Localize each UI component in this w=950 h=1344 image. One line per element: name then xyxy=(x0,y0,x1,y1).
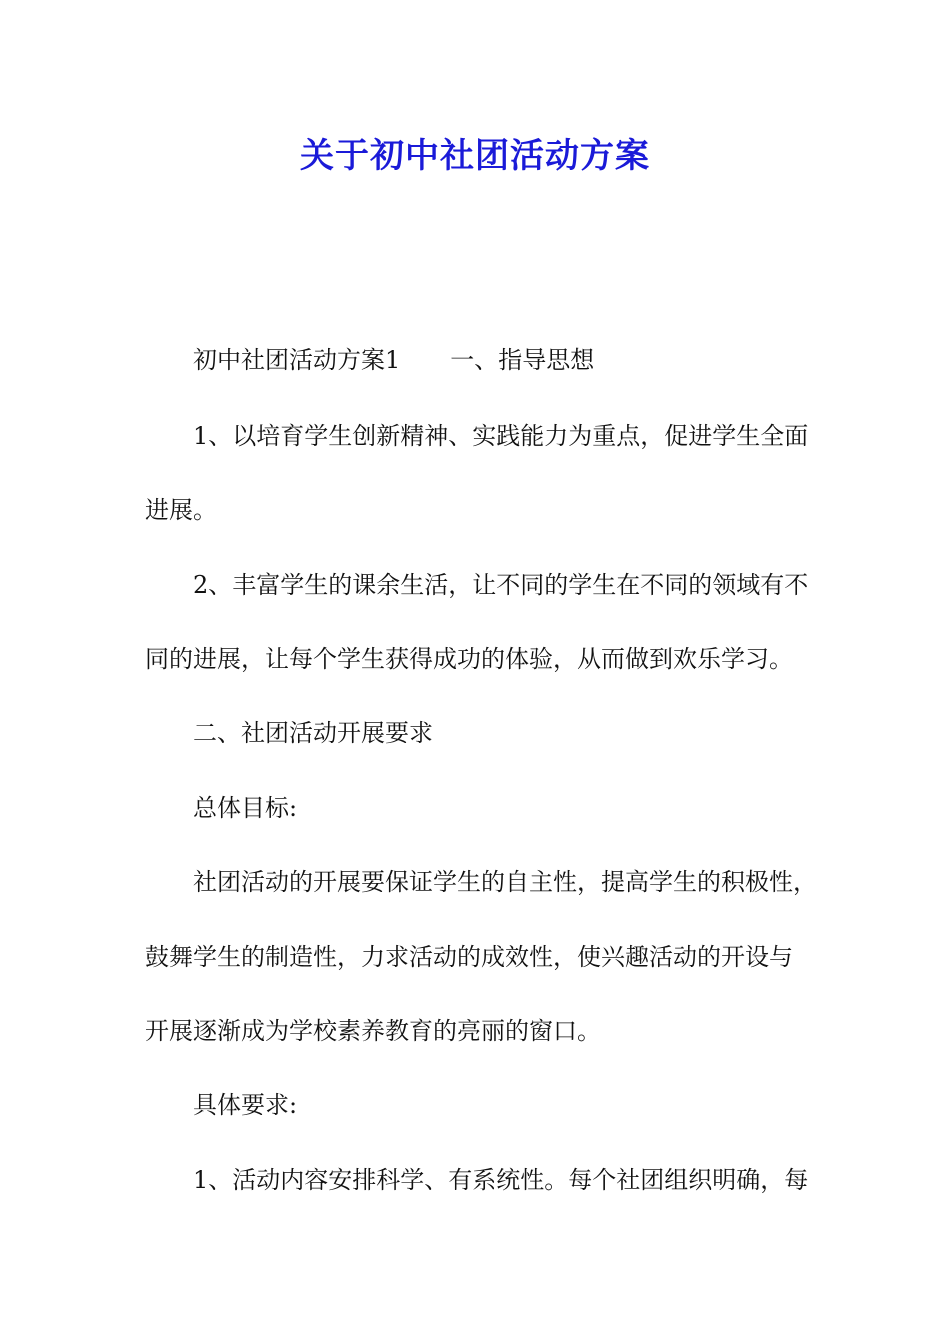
document-title: 关于初中社团活动方案 xyxy=(300,136,650,176)
paragraph-line: 1、活动内容安排科学、有系统性。每个社团组织明确，每 xyxy=(193,1166,809,1194)
paragraph-line: 2、丰富学生的课余生活，让不同的学生在不同的领域有不 xyxy=(193,571,809,599)
paragraph-line xyxy=(193,344,883,376)
subheading: 具体要求: xyxy=(193,1091,298,1119)
paragraph-line: 开展逐渐成为学校素养教育的亮丽的窗口。 xyxy=(145,1017,601,1045)
section-heading: 二、社团活动开展要求 xyxy=(193,719,433,747)
paragraph-line: 同的进展，让每个学生获得成功的体验，从而做到欢乐学习。 xyxy=(145,645,793,673)
paragraph-line: 鼓舞学生的制造性，力求活动的成效性，使兴趣活动的开设与 xyxy=(145,943,793,971)
paragraph-line: 1、以培育学生创新精神、实践能力为重点，促进学生全面 xyxy=(193,422,809,450)
paragraph-line: 进展。 xyxy=(145,496,217,524)
paragraph-line: 社团活动的开展要保证学生的自主性，提高学生的积极性， xyxy=(193,868,817,896)
section-heading: 初中社团活动方案1 xyxy=(193,346,401,374)
section-heading: 一、指导思想 xyxy=(450,346,595,374)
subheading: 总体目标: xyxy=(193,794,298,822)
